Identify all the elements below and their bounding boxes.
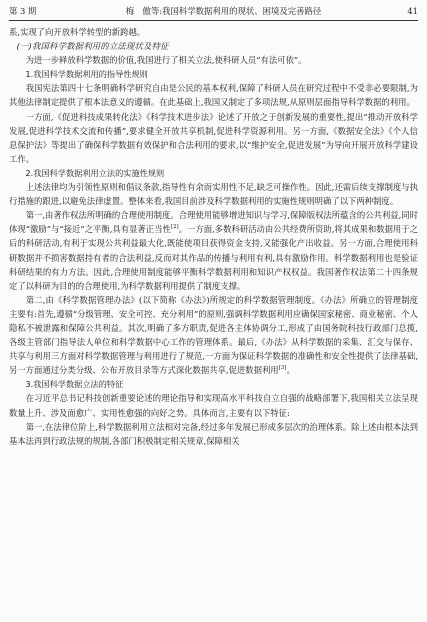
paragraph: 上述法律均为引领性原则和倡议条款,指导性有余而实用性不足,缺乏可操作性。因此,还需后续支撑制度与执行措施的跟进,以避免法律虚置。整体来看,我国目前涉及科学数据利用的实施性规则明确了以下两种制度。: [9, 182, 418, 207]
paragraph: 一方面,《促进科技成果转化法》《科学技术进步法》论述了开放之于创新发展的重要性,提出“推动开放科学发展,促进科学技术交流和传播”,要求健全开放共享机制,促进科学资源利用。另一方面,《数据安全法》《个人信息保护法》等提出了确保科学数据有效保护和合法利用的要求,以“维护安全,促进发展”为导向开展开放科学建设工作。: [9, 111, 418, 164]
subsection-heading: 1.我国科学数据利用的指导性规则: [25, 69, 148, 80]
paragraph-text: 第二,由《科学数据管理办法》(以下简称《办法》)所规定的科学数据管理制度。《办法》所确立的管理制度主要有:首先,遵循“分级管理、安全可控、充分利用”的原则,强调科学数据利用应确保国家秘密、商业秘密、个人隐私不被泄露和保障公共利益。其次,明确了多方职责,促进各主体协调分工,形成了由国务院科技行政部门总揽,各级主管部门指导法人单位和科学数据中心工作的管理体系。最后,《办法》从科学数据的采集、汇交与保存、共享与利用三方面对科学数据管理与利用进行了规范,一方面为保证科学数据的准确性和安全性提供了法律基础,另一方面通过分类分级、公布开放目录等方式深化数据共享,促进数据利用: [9, 294, 418, 376]
paragraph: 第一,在法律位阶上,科学数据利用立法相对完备,经过多年发展已形成多层次的治理体系。除上述由根本法到基本法再到行政法规的规制,各部门积极制定相关规章,保障相关: [9, 421, 418, 446]
paragraph: 为进一步释放科学数据的价值,我国进行了相关立法,使科研人员“有法可依”。: [25, 55, 307, 66]
citation-ref: [3]: [278, 365, 287, 372]
subsection-heading: 3.我国科学数据立法的特征: [25, 379, 124, 390]
article-body: [9, 25, 418, 448]
paragraph-text: 。一方面,多数科研活动由公共经费所资助,将其成果和数据用于之后的科研活动,有利于实现公共利益最大化,既能使项目获得资金支持,又能强化产出收益。另一方面,合理使用科研数据并不损害数据持有者的合法利益,反而对其作品的传播与利用有利,具有激励作用。科学数据利用也是验证科研结果的有力方法。因此,合理使用制度能够平衡科学数据利用和知识产权权益。我国著作权法第二十四条规定了以科研为目的的合理使用,为科学数据利用提供了制度支撑。: [9, 224, 418, 291]
issue-number: 第 3 期: [9, 6, 37, 16]
paragraph-text: 。: [286, 365, 295, 376]
paragraph: 系,实现了向开放科学转型的新跨越。: [9, 27, 146, 37]
running-header: [9, 5, 418, 18]
header-divider: [9, 20, 418, 21]
paragraph: 在习近平总书记科技创新重要论述的理论指导和实现高水平科技自立自强的战略部署下,我国相关立法呈现数量上升、涉及面愈广、实用性愈强的向好之势。具体而言,主要有以下特征:: [9, 393, 418, 418]
subsection-heading: 2.我国科学数据利用立法的实施性规则: [25, 167, 165, 178]
paragraph: 我国宪法第四十七条明确科学研究自由是公民的基本权利,保障了科研人员在研究过程中不受非必要限制,为其他法律制定提供了根本法意义的遵循。在此基础上,我国又制定了多项法规,从原则层面指导科学数据的利用。: [9, 83, 418, 108]
running-title: 梅 傲等:我国科学数据利用的现状、困境及完善路径: [125, 6, 322, 16]
paragraph-text: 第一,由著作权法所明确的合理使用制度。合理使用能够增进知识与学习,保障版权法所蕴含的公共利益,同时体现“激励”与“接近”之平衡,具有显著正当性: [9, 210, 418, 235]
paragraph: [9, 293, 418, 378]
section-heading: (一)我国科学数据利用的立法现状及特征: [16, 41, 169, 52]
citation-ref: [2]: [170, 224, 179, 231]
page-number: 41: [407, 6, 418, 16]
paragraph: [9, 208, 418, 293]
